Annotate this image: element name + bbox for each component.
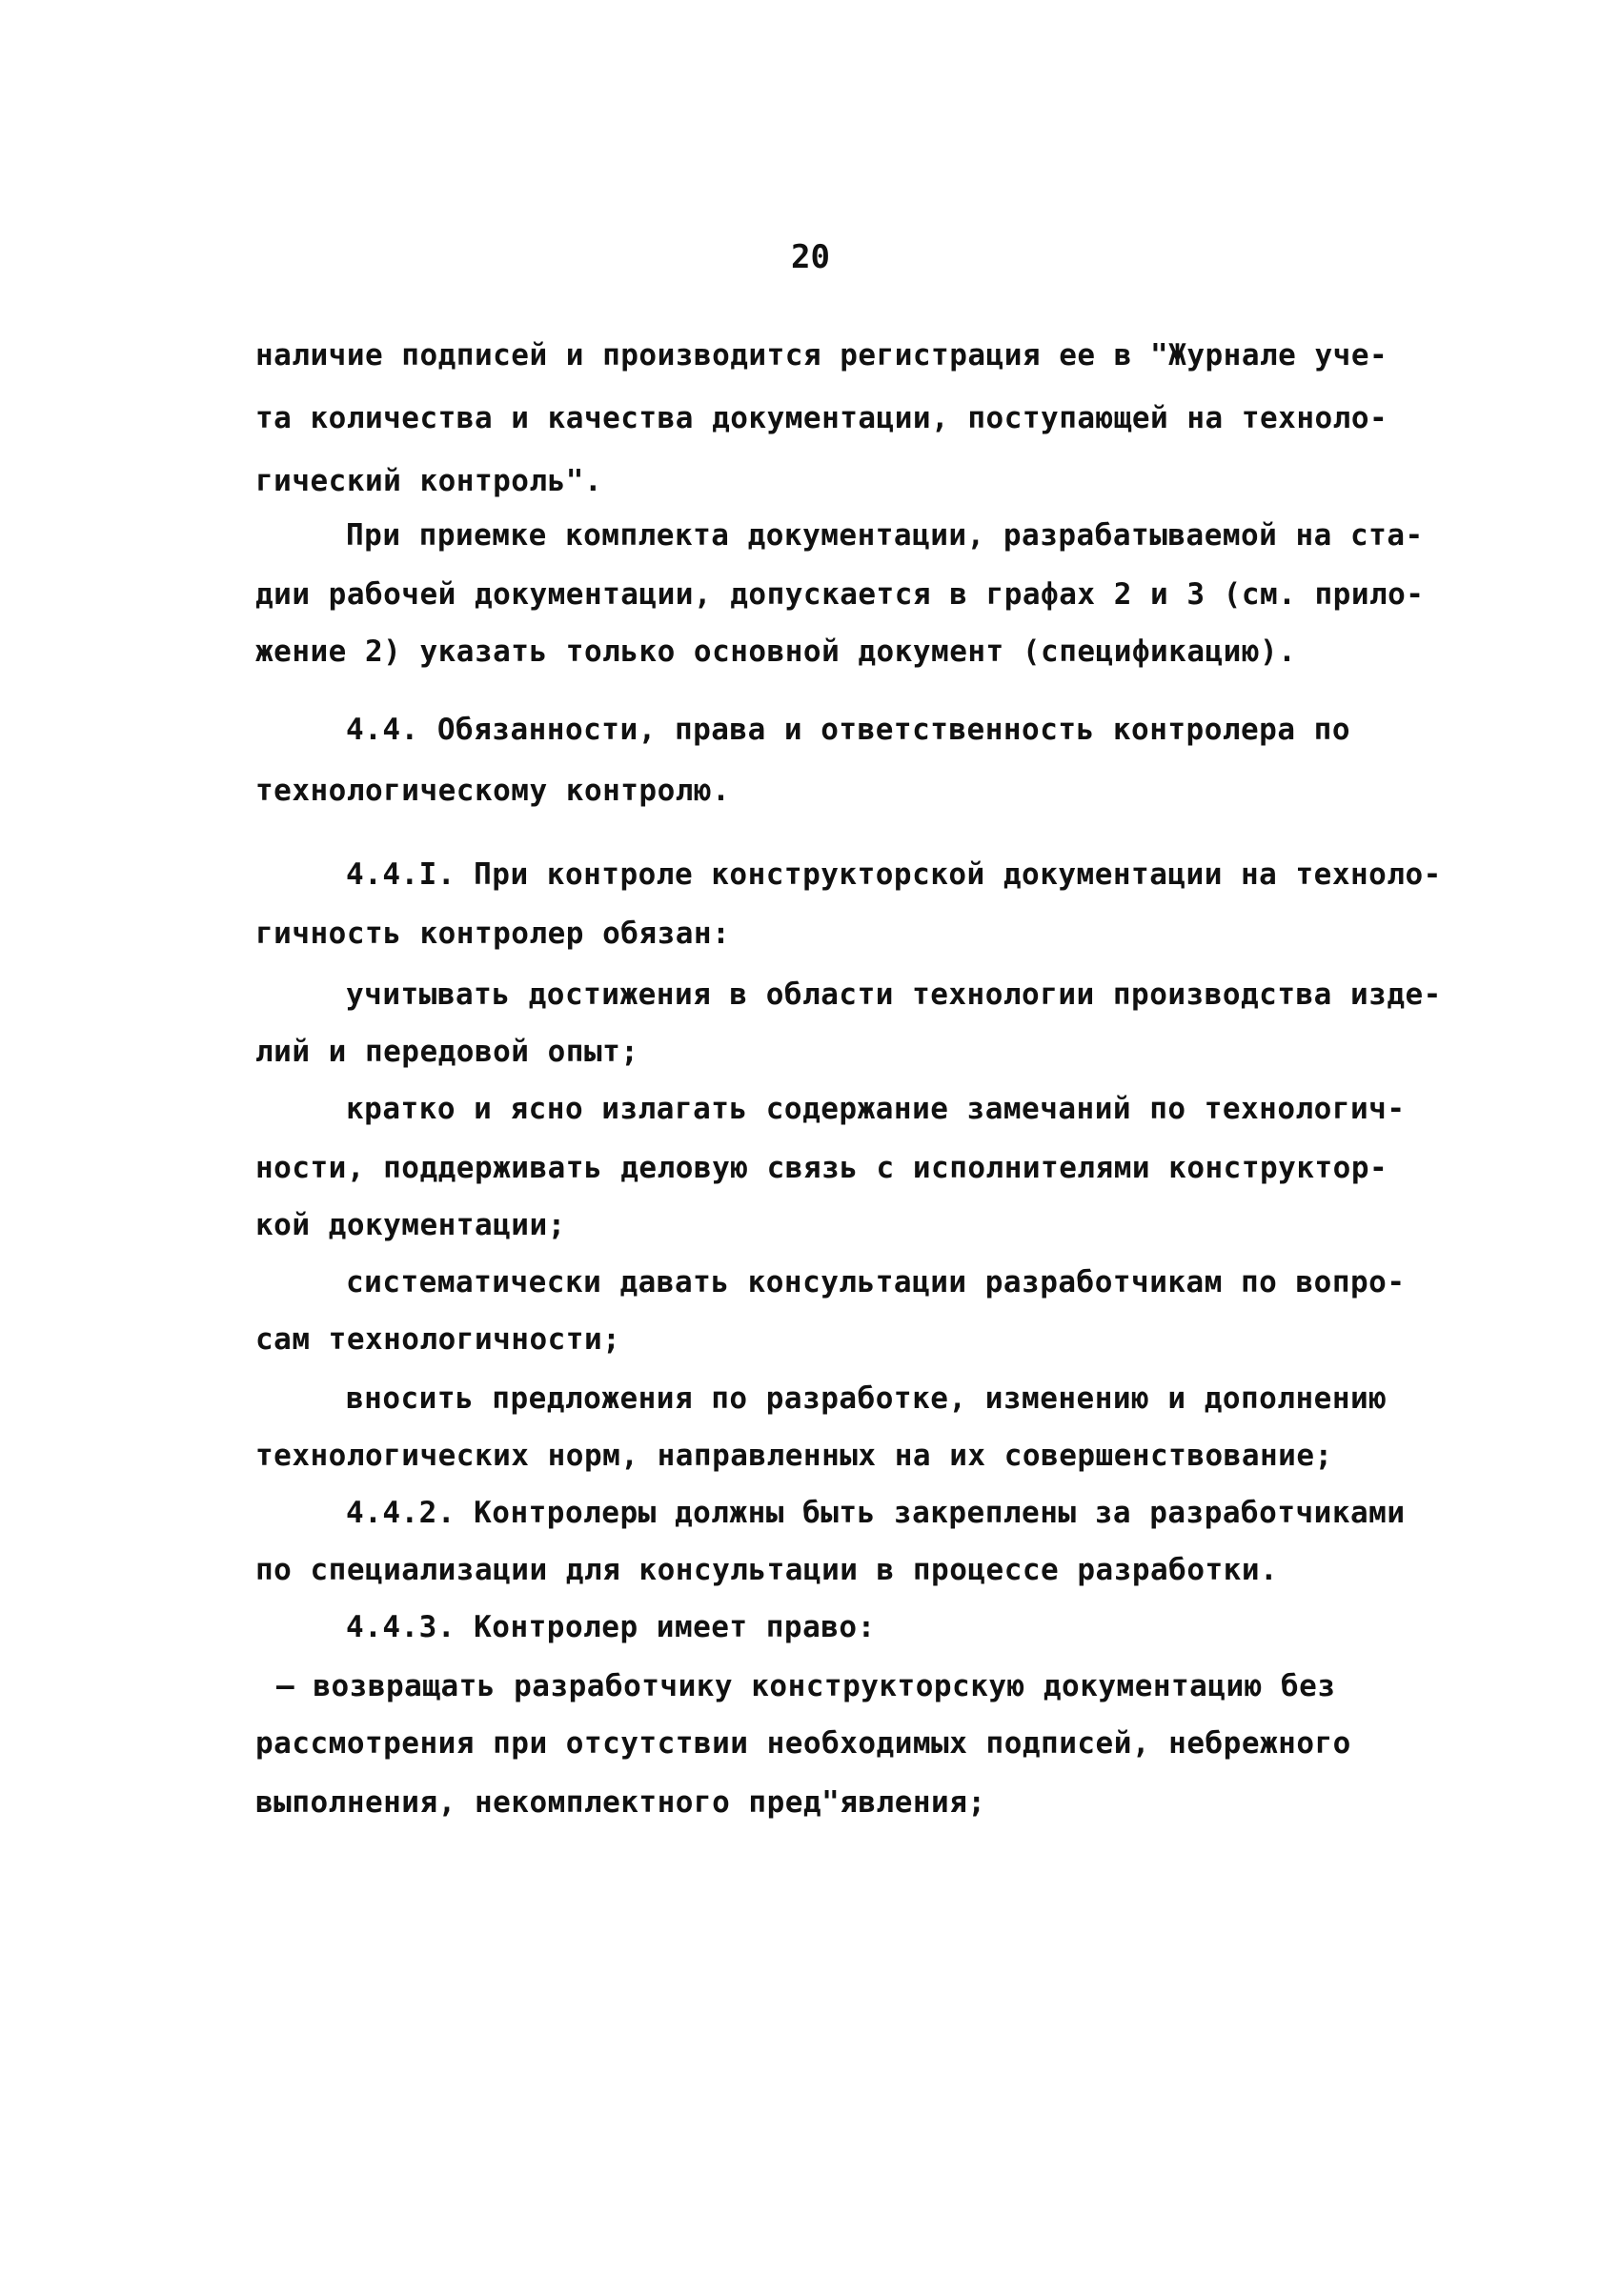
text-line: вносить предложения по разработке, изменению и дополнению: [346, 1381, 1388, 1416]
text-line: жение 2) указать только основной документ (спецификацию).: [255, 634, 1297, 669]
text-line: технологических норм, направленных на их совершенствование;: [255, 1439, 1333, 1473]
text-line: 4.4.2. Контролеры должны быть закреплены за разработчиками: [346, 1496, 1406, 1530]
text-line: лий и передовой опыт;: [255, 1035, 639, 1069]
text-line: сам технологичности;: [255, 1322, 621, 1357]
text-line: рассмотрения при отсутствии необходимых подписей, небрежного: [255, 1726, 1351, 1761]
text-line: кратко и ясно излагать содержание замечаний по технологич-: [346, 1092, 1406, 1126]
text-line: дии рабочей документации, допускается в графах 2 и 3 (см. прило-: [255, 577, 1425, 612]
text-line: 4.4.I. При контроле конструкторской документации на техноло-: [346, 857, 1442, 892]
text-line: наличие подписей и производится регистрация ее в "Журнале уче-: [255, 338, 1388, 373]
text-line: учитывать достижения в области технологии производства изде-: [346, 977, 1442, 1012]
page-number: 20: [791, 238, 830, 276]
text-line: 4.4.3. Контролер имеет право:: [346, 1610, 876, 1644]
text-line: — возвращать разработчику конструкторскую документацию без: [276, 1669, 1336, 1703]
text-line: выполнения, некомплектного пред"явления;: [255, 1785, 986, 1820]
text-line: При приемке комплекта документации, разрабатываемой на ста-: [346, 518, 1424, 553]
text-line: кой документации;: [255, 1208, 566, 1242]
text-line: 4.4. Обязанности, права и ответственность контролера по: [346, 713, 1350, 747]
text-line: гический контроль".: [255, 464, 603, 498]
text-line: систематически давать консультации разработчикам по вопро-: [346, 1265, 1406, 1299]
text-line: ности, поддерживать деловую связь с исполнителями конструктор-: [255, 1151, 1388, 1185]
text-line: гичность контролер обязан:: [255, 916, 731, 951]
text-line: по специализации для консультации в процессе разработки.: [255, 1553, 1279, 1587]
text-line: технологическому контролю.: [255, 774, 731, 808]
text-line: та количества и качества документации, поступающей на техноло-: [255, 401, 1388, 435]
